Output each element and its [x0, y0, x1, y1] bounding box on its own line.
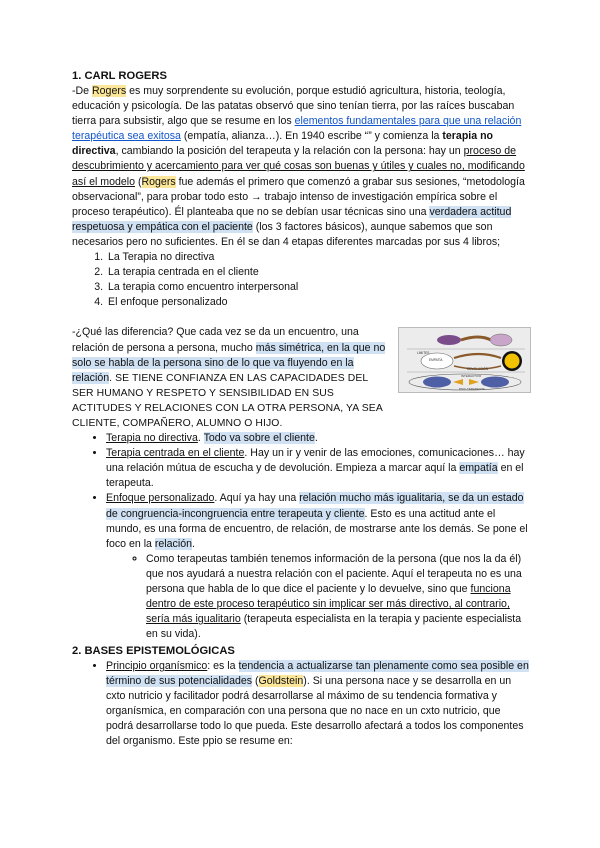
ellipse-client: [490, 334, 512, 346]
list-item: 1. La Terapia no directiva: [106, 250, 530, 265]
text: , cambiando la posición del terapeuta y la relación con la persona: hay un: [115, 145, 464, 158]
text: (: [252, 675, 259, 688]
bullet-list: [72, 659, 530, 750]
diagram-label: INTERACTIVO: [461, 374, 482, 378]
highlight-simetrica: más simétrica, en la que no solo se habla de la persona sino de lo que va fluyendo en la relación: [72, 341, 386, 384]
list-item: 4. El enfoque personalizado: [106, 295, 530, 310]
diagram-label: PSIC-TERAPEUTA: [459, 387, 485, 391]
list-item: [106, 659, 530, 750]
underlined-text: funciona dentro de este proceso terapéutico sin implicar ser más directivo, al contrario, sería más igualitario: [146, 583, 511, 626]
link-elementos-fundamentales[interactable]: elementos fundamentales para que una relación terapéutica sea exitosa: [72, 115, 522, 143]
text: ). Si una persona nace y se desarrolla en un cxto nutricio y facilitador podrá desarrollarse al máximo de su tendencia formativa y organísmica, en comparación con una persona que no nace en un cxto nutricio, que podrá desarrollarse todo lo que pueda. Este desarrollo afectará a todos los componentes del organismo. Este ppio se resume en:: [106, 675, 524, 748]
list-item: 2. La terapia centrada en el cliente: [106, 265, 530, 280]
text: (los 3 factores básicos), aunque sabemos que son necesarios pero no suficientes. En él se dan 4 etapas diferentes marcadas por sus 4 libros;: [72, 220, 501, 248]
highlight-actitud: verdadera actitud respetuosa y empática con el paciente: [72, 205, 512, 233]
text: es muy sorprendente su evolución, porque estudió agricultura, historia, teología, educación y psicología. De las patatas observó que sino tenían tierra, por las raíces buscaban tierra para subsistir, algo que se resume en los: [72, 85, 515, 128]
highlight: relación mucho más igualitaria, se da un estado de congruencia-incongruencia entre terapeuta y cliente: [106, 492, 524, 520]
highlight-rogers: Rogers: [92, 85, 127, 97]
underlined-text: Principio organísmico: [106, 660, 208, 672]
text: -¿Qué las diferencia? Que cada vez se da un encuentro, una relación de persona a persona, mucho: [72, 326, 359, 354]
list-item: • Terapia no directiva. Todo va sobre el cliente.: [106, 431, 530, 446]
text: -De: [72, 85, 93, 97]
underlined-text: Terapia centrada en el cliente: [106, 447, 245, 460]
sub-bullet-list: [106, 552, 530, 643]
highlight: relación: [154, 537, 192, 550]
section-heading-bases: 2. BASES EPISTEMOLÓGICAS: [72, 645, 235, 657]
underlined-text: Enfoque personalizado: [106, 492, 215, 505]
diagram-image: [398, 327, 531, 393]
text: . Hay un ir y venir de las emociones, comunicaciones… hay una relación mútua de escucha y de devolución. Empieza a marcar aquí la: [106, 447, 525, 475]
highlight-goldstein: Goldstein: [258, 675, 304, 688]
bold-terapia-no-directiva: terapia no directiva: [72, 130, 494, 158]
text: Como terapeutas también tenemos información de la persona (que nos la da él) que nos ayudará a nuestra relación con el paciente. Aquí el terapeuta no es una persona que habla de lo que dice el paciente y lo devuelve, sino que: [146, 552, 522, 595]
text: . Aquí ya hay una: [214, 492, 300, 505]
section-heading-carl-rogers: 1. CARL ROGERS: [72, 70, 167, 82]
text: . SE TIENE CONFIANZA EN LAS CAPACIDADES DEL SER HUMANO Y RESPETO Y SENSIBILIDAD EN SUS ACTITUDES Y RELACIONES CON LA OTRA PERSONA, YA SEA CLIENTE, COMPAÑERO, ALUMNO O HIJO.: [72, 372, 383, 429]
text: en el terapeuta.: [106, 462, 524, 490]
diagram-svg: [399, 328, 530, 392]
text: (empatía, alianza…). En 1940 escribe “” y comienza la: [180, 130, 443, 143]
highlight: empatía: [459, 462, 498, 475]
diagram-label: LIMITES: [417, 351, 430, 355]
text: : es la: [207, 660, 239, 672]
highlight: Todo va sobre el cliente: [203, 432, 315, 445]
paragraph-intro: [72, 84, 530, 250]
stages-list: [72, 250, 530, 310]
text: .: [192, 537, 195, 550]
text: fue además el primero que comenzó a grabar sus sesiones, “metodología observacional”, para probar todo esto → trabajo intenso de investigación empírica sobre el proceso terapéutico). Él planteaba que no se debían usar técnicas sino una: [72, 175, 525, 218]
list-item: [106, 446, 530, 491]
text: (terapeuta especialista en la terapia y paciente especialista en su vida).: [146, 613, 522, 641]
highlight-rogers: Rogers: [141, 175, 176, 188]
paragraph-diferencia: [72, 325, 388, 431]
ellipse-therapist: [437, 335, 461, 345]
highlight: tendencia a actualizarse tan plenamente como sea posible en término de sus potencialidades: [106, 660, 529, 688]
diagram-label: EMPATÍA: [429, 358, 443, 362]
ellipse-client: [481, 377, 509, 388]
text: (: [135, 175, 142, 188]
underlined-text: Terapia no directiva: [106, 432, 198, 445]
list-item: [106, 491, 530, 642]
diagram-label: DEVOLUCIÓN: [467, 367, 489, 371]
list-item: [146, 552, 530, 643]
ellipse-therapist: [423, 377, 451, 388]
underlined-text: proceso de descubrimiento y acercamiento para ver qué cosas son buenas y útiles y cuales no, modificando así el modelo: [72, 145, 525, 188]
circle-client-inner: [505, 354, 520, 369]
list-item: 3. La terapia como encuentro interpersonal: [106, 280, 530, 295]
section-bases: [72, 644, 530, 750]
bullet-list: [72, 431, 530, 642]
text: . Esto es una actitud ante el mundo, es una forma de encuentro, de relación, de mostrarse ante los demás. Se pone el foco en la: [106, 507, 528, 550]
